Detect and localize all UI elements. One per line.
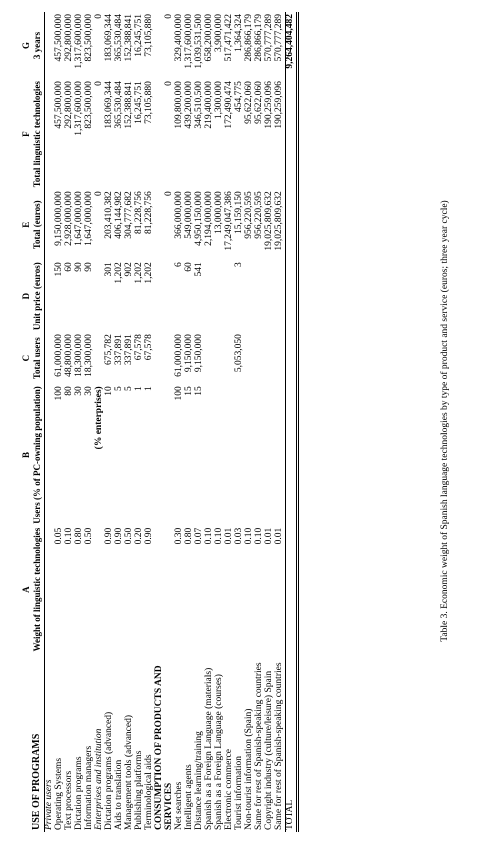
cell-c: 5,053,050 <box>233 334 244 373</box>
cell-b <box>275 384 285 526</box>
table-row <box>185 12 195 832</box>
cell-g: 570,777,289 <box>263 14 274 62</box>
col-header-g: 3 years <box>31 31 42 60</box>
cell-c: 9,150,000 <box>184 334 194 373</box>
cell-b: 80 <box>64 386 75 396</box>
cell-f: 292,800,000 <box>64 81 75 129</box>
col-header-f: Total linguistic technologies <box>31 81 42 188</box>
cell-d: 541 <box>193 262 204 277</box>
cell-d <box>205 260 215 332</box>
cell-e: 956,220,595 <box>243 191 254 239</box>
cell-g: 16,245,751 <box>134 14 145 57</box>
cell-c: 337,891 <box>124 334 135 365</box>
cell-f: 109,800,000 <box>174 81 185 129</box>
cell-d: 6 <box>174 262 185 267</box>
cell-f: 16,245,751 <box>134 81 145 124</box>
cell-f: 1,300,000 <box>213 81 224 120</box>
row-label: Net searches <box>174 781 185 830</box>
cell-c: 67,578 <box>144 334 155 361</box>
col-letter-g: G <box>21 42 31 50</box>
section-title: CONSUMPTION OF PRODUCTS AND SERVICES <box>154 665 175 830</box>
cell-b: 1 <box>144 386 155 392</box>
cell-b: 5 <box>114 386 125 392</box>
cell-e: 406,144,982 <box>114 191 125 239</box>
col-letter-b: B <box>21 452 31 459</box>
cell-a: 0.90 <box>114 527 125 545</box>
zero-value: 0 <box>94 81 105 86</box>
row-label: Management tools (advanced) <box>124 714 135 830</box>
row-label: Tourist information <box>233 755 244 830</box>
cell-e: 549,000,000 <box>184 191 194 239</box>
column-header-row <box>31 12 42 832</box>
cell-g: 329,400,000 <box>174 14 185 62</box>
cell-b: 30 <box>84 386 95 396</box>
cell-f: 823,500,000 <box>84 81 95 129</box>
cell-a: 0.01 <box>223 527 234 545</box>
cell-d: 902 <box>124 262 135 277</box>
cell-a: 0.80 <box>74 527 85 545</box>
cell-d: 1,202 <box>144 262 155 284</box>
cell-b: 15 <box>193 386 204 396</box>
cell-e: 956,220,595 <box>253 191 264 239</box>
cell-a: 0.03 <box>233 527 244 545</box>
section-enterprises <box>95 12 105 832</box>
cell-f: 219,400,000 <box>203 81 214 129</box>
cell-f: 190,259,096 <box>263 81 274 129</box>
zero-value: 0 <box>164 81 175 86</box>
cell-f: 190,259,096 <box>273 81 284 129</box>
section-consumption <box>155 12 175 832</box>
zero-value: 0 <box>94 14 105 19</box>
cell-b: 15 <box>184 386 194 396</box>
cell-b: 100 <box>54 386 65 401</box>
col-letter-e: E <box>21 221 31 228</box>
row-label: Dictation programs (advanced) <box>104 711 115 830</box>
cell-g: 457,500,000 <box>54 14 65 62</box>
cell-c: 337,891 <box>114 334 125 365</box>
cell-e: 366,000,000 <box>174 191 185 239</box>
cell-c: 18,300,000 <box>74 334 85 377</box>
cell-d <box>245 260 255 332</box>
total-row <box>285 12 297 832</box>
cell-g: 292,800,000 <box>64 14 75 62</box>
table-row <box>55 12 65 832</box>
row-label: Text processors <box>64 770 75 830</box>
cell-g: 570,777,289 <box>273 14 284 62</box>
cell-b: 30 <box>74 386 85 396</box>
cell-g: 286,866,179 <box>253 14 264 62</box>
col-header-e: Total (euros) <box>31 200 42 250</box>
row-label: Operating Systems <box>54 757 65 830</box>
cell-g: 365,530,484 <box>114 14 125 62</box>
cell-b <box>205 384 215 526</box>
cell-c <box>215 332 225 384</box>
table-caption: Table 3. Economic weight of Spanish language technologies by type of product and service (euros; three year cycle) <box>440 200 450 642</box>
cell-c: 61,000,000 <box>54 334 65 377</box>
cell-e: 15,159,150 <box>233 191 244 234</box>
cell-a: 0.01 <box>263 527 274 545</box>
cell-a: 0.50 <box>124 527 135 545</box>
cell-g: 1,364,324 <box>233 14 244 52</box>
cell-d: 60 <box>184 262 194 272</box>
section-title: Enterprises and institution <box>94 728 105 830</box>
section-private-users <box>45 12 55 832</box>
cell-f: 152,388,841 <box>124 81 135 129</box>
total-label: TOTAL <box>285 654 297 832</box>
cell-g: 517,471,422 <box>223 14 234 62</box>
cell-c: 9,150,000 <box>193 334 204 373</box>
row-label: Same for rest of Spanish-speaking countries <box>253 662 264 830</box>
row-label: Non-tourist information (Spain) <box>243 708 254 830</box>
zero-value: 0 <box>94 191 105 196</box>
cell-e: 2,928,000,000 <box>64 191 75 246</box>
table-row <box>215 12 225 832</box>
cell-a: 0.50 <box>84 527 95 545</box>
cell-a: 0.05 <box>54 527 65 545</box>
cell-d: 301 <box>104 262 115 277</box>
cell-c <box>205 332 215 384</box>
cell-d <box>275 260 285 332</box>
cell-b <box>215 384 225 526</box>
table-row <box>105 12 115 832</box>
enterprises-b-note: (% enterprises) <box>94 386 105 450</box>
cell-c <box>255 332 265 384</box>
private-users-rows <box>55 12 95 832</box>
row-label: Copyright industry (culture/leisure) Spain <box>263 670 274 830</box>
cell-a: 0.10 <box>253 527 264 545</box>
cell-d: 60 <box>64 262 75 272</box>
cell-b: 1 <box>134 386 145 392</box>
cell-c: 48,800,000 <box>64 334 75 377</box>
cell-f: 73,105,880 <box>144 81 155 124</box>
row-label: Information managers <box>84 745 95 830</box>
cell-c: 18,300,000 <box>84 334 95 377</box>
cell-b <box>235 384 245 526</box>
cell-f: 365,530,484 <box>114 81 125 129</box>
total-value: 9,264,404,482 <box>285 12 297 79</box>
row-label: Spanish as a Foreign Language (courses) <box>213 674 224 830</box>
cell-f: 95,622,060 <box>243 81 254 124</box>
col-letter-f: F <box>21 131 31 137</box>
cell-a: 0.10 <box>64 527 75 545</box>
table-row <box>175 12 185 832</box>
cell-e: 13,000,000 <box>213 191 224 234</box>
table-row <box>275 12 285 832</box>
row-label: Same for rest of Spanish-speaking countries <box>273 662 284 830</box>
table-row <box>75 12 85 832</box>
cell-c: 61,000,000 <box>174 334 185 377</box>
table-row <box>115 12 125 832</box>
zero-value: 0 <box>164 191 175 196</box>
cell-g: 3,900,000 <box>213 14 224 52</box>
cell-e: 4,950,150,000 <box>193 191 204 246</box>
row-label: Aids to translation <box>114 759 125 830</box>
cell-e: 81,228,756 <box>144 191 155 234</box>
cell-b <box>225 384 235 526</box>
table-row <box>125 12 135 832</box>
cell-c <box>245 332 255 384</box>
cell-c: 67,578 <box>134 334 145 361</box>
cell-g: 1,317,600,000 <box>74 14 85 69</box>
row-label: Distance learning/training <box>193 731 204 830</box>
consumption-rows <box>175 12 285 832</box>
col-letter-d: D <box>21 292 31 300</box>
cell-d <box>215 260 225 332</box>
col-header-b: Users (% of PC-owning population) <box>31 386 42 524</box>
cell-c <box>265 332 275 384</box>
cell-f: 183,069,344 <box>104 81 115 129</box>
col-header-a: Weight of linguistic technologies <box>31 527 42 652</box>
cell-f: 346,510,500 <box>193 81 204 129</box>
cell-a: 0.10 <box>243 527 254 545</box>
cell-f: 172,490,474 <box>223 81 234 129</box>
cell-a: 0.10 <box>203 527 214 545</box>
zero-value: 0 <box>164 14 175 19</box>
cell-f: 1,317,600,000 <box>74 81 85 136</box>
cell-a: 0.90 <box>104 527 115 545</box>
col-letter-c: C <box>21 354 31 362</box>
table-row <box>225 12 235 832</box>
cell-d: 1,202 <box>114 262 125 284</box>
cell-a: 0.80 <box>184 527 194 545</box>
use-of-programs-header: USE OF PROGRAMS <box>31 733 43 830</box>
row-label: Spanish as a Foreign Language (materials) <box>203 667 214 830</box>
cell-d: 1,202 <box>134 262 145 284</box>
cell-b: 100 <box>174 386 185 401</box>
cell-f: 95,622,060 <box>253 81 264 124</box>
cell-d <box>265 260 275 332</box>
row-label: Intelligent agents <box>184 764 194 830</box>
cell-d: 90 <box>84 262 95 272</box>
cell-e: 1,647,000,000 <box>74 191 85 246</box>
table-row <box>135 12 145 832</box>
cell-g: 152,388,841 <box>124 14 135 62</box>
section-title: Private users <box>44 779 55 830</box>
cell-e: 81,228,756 <box>134 191 145 234</box>
row-label: Publishing platforms <box>134 750 145 830</box>
cell-a: 0.10 <box>213 527 224 545</box>
cell-d <box>225 260 235 332</box>
row-label: Terminological aids <box>144 754 155 830</box>
economic-weight-table <box>22 12 299 832</box>
cell-g: 286,866,179 <box>243 14 254 62</box>
cell-d: 90 <box>74 262 85 272</box>
cell-e: 19,025,809,632 <box>263 191 274 251</box>
cell-a: 0.07 <box>193 527 204 545</box>
row-label: Dictation programs <box>74 756 85 830</box>
cell-d <box>255 260 265 332</box>
cell-g: 73,105,880 <box>144 14 155 57</box>
col-letter-a: A <box>21 586 31 593</box>
cell-e: 203,410,382 <box>104 191 115 239</box>
row-label: Electronic commerce <box>223 749 234 830</box>
cell-g: 183,069,344 <box>104 14 115 62</box>
cell-a: 0.90 <box>144 527 155 545</box>
cell-b: 5 <box>124 386 135 392</box>
cell-f: 457,500,000 <box>54 81 65 129</box>
cell-f: 454,775 <box>233 81 244 112</box>
cell-e: 1,647,000,000 <box>84 191 95 246</box>
cell-g: 658,200,000 <box>203 14 214 62</box>
column-letters-row <box>22 12 31 832</box>
col-header-c: Total users <box>31 337 42 380</box>
cell-e: 2,194,000,000 <box>203 191 214 246</box>
cell-e: 9,150,000,000 <box>54 191 65 246</box>
cell-b: 10 <box>104 386 115 396</box>
cell-c <box>275 332 285 384</box>
cell-b <box>255 384 265 526</box>
cell-b <box>245 384 255 526</box>
cell-d: 3 <box>233 262 244 267</box>
cell-a: 0.01 <box>273 527 284 545</box>
cell-g: 823,500,000 <box>84 14 95 62</box>
cell-c: 675,782 <box>104 334 115 365</box>
cell-f: 439,200,000 <box>184 81 194 129</box>
cell-g: 1,039,531,500 <box>193 14 204 69</box>
col-header-d: Unit price (euros) <box>31 262 42 331</box>
cell-e: 304,777,682 <box>124 191 135 239</box>
cell-a: 0.30 <box>174 527 185 545</box>
cell-e: 19,025,809,632 <box>273 191 284 251</box>
cell-g: 1,317,600,000 <box>184 14 194 69</box>
cell-a: 0.20 <box>134 527 145 545</box>
cell-b <box>265 384 275 526</box>
enterprises-rows <box>105 12 155 832</box>
cell-e: 17,249,047,386 <box>223 191 234 251</box>
cell-d: 150 <box>54 262 65 277</box>
